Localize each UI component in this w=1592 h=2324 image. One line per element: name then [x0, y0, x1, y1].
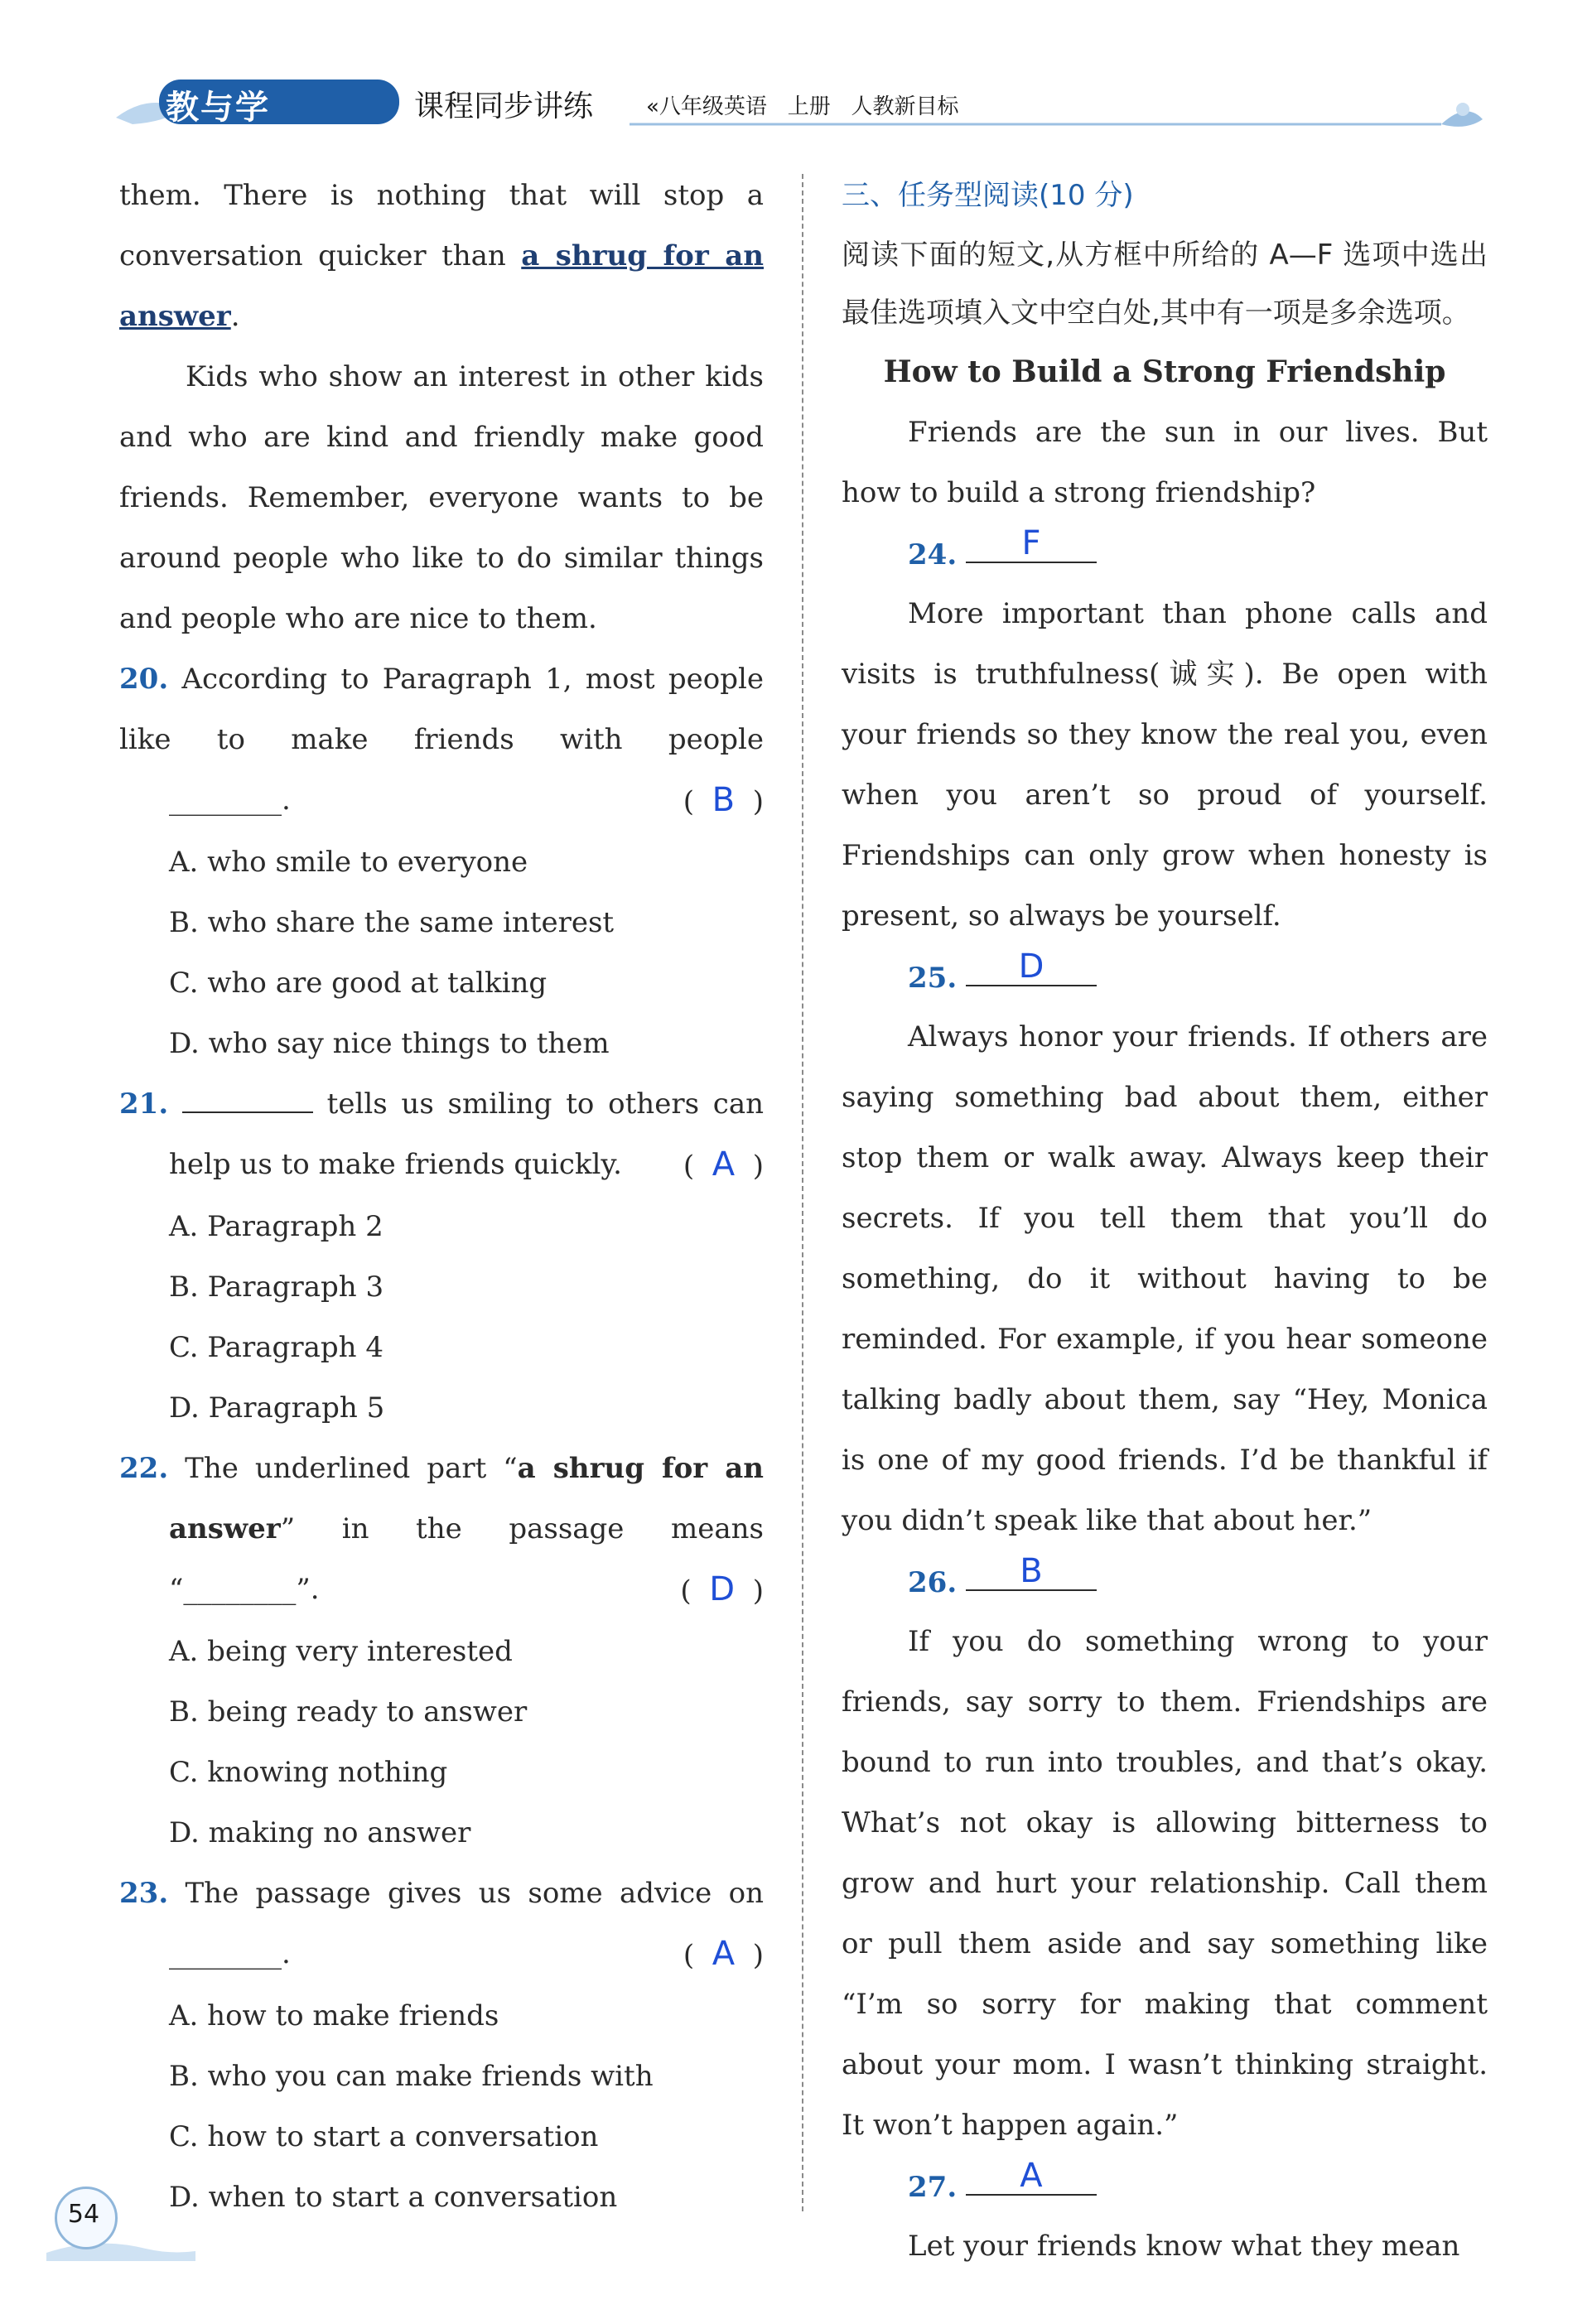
- passage-paragraph: Friends are the sun in our lives. But how to build a strong friendship?: [842, 416, 1488, 509]
- answer-letter: F: [1021, 524, 1041, 562]
- option: C. knowing nothing: [169, 1756, 448, 1789]
- passage-paragraph: them. There is nothing that will stop a conversation quicker than a shrug for an answer.: [119, 179, 764, 333]
- passage-paragraph: More important than phone calls and visits is truthfulness(诚实). Be open with your friends so they know the real you, even when you aren’t so proud of yourself. Friendships can only grow when honesty is present, so always be yourself.: [842, 597, 1488, 933]
- question-22: 22. The underlined part “a shrug for an answer” in the passage means “________”. ( D ) A. being very interested B. being ready to answer C. knowing nothing D. making no answer: [119, 1439, 764, 1864]
- answer-blank: [966, 2156, 1097, 2196]
- book-subtitle: «八年级英语 上册 人教新目标: [646, 94, 959, 119]
- right-column: [842, 166, 1488, 2277]
- answer-letter: A: [712, 1145, 736, 1184]
- option: D. making no answer: [169, 1816, 471, 1849]
- passage-heading: How to Build a Strong Friendship: [883, 354, 1446, 389]
- passage-paragraph: Kids who show an interest in other kids and who are kind and friendly make good friends. Remember, everyone wants to be around people who like to do similar things and people who are nice to them.: [119, 360, 764, 635]
- answer-box: ( A ): [683, 1145, 764, 1184]
- page-header: [116, 76, 1491, 134]
- option: B. who you can make friends with: [169, 2060, 654, 2093]
- answer-blank: [182, 1083, 313, 1113]
- page-number-badge: [46, 2187, 195, 2261]
- answer-letter: A: [712, 1935, 736, 1973]
- question-21: 21. tells us smiling to others can help us to make friends quickly. ( A ) A. Paragraph 2 B. Paragraph 3 C. Paragraph 4 D. Paragraph 5: [119, 1074, 764, 1439]
- option: A. Paragraph 2: [169, 1210, 384, 1243]
- option: C. Paragraph 4: [169, 1331, 384, 1364]
- fill-blank-25: 25. D: [842, 947, 1488, 1007]
- answer-letter: B: [712, 781, 736, 819]
- brand-logo: 教与学: [166, 89, 270, 127]
- fill-blank-26: 26. B: [842, 1551, 1488, 1612]
- answer-blank: [966, 1551, 1097, 1591]
- option: D. who say nice things to them: [169, 1027, 610, 1060]
- answer-letter: A: [1020, 2157, 1043, 2195]
- option: C. who are good at talking: [169, 967, 548, 1000]
- column-divider: [802, 174, 803, 2211]
- option: B. Paragraph 3: [169, 1270, 384, 1304]
- option: A. being very interested: [169, 1635, 513, 1668]
- page-number: 54: [67, 2200, 100, 2229]
- answer-box: ( B ): [683, 781, 764, 819]
- answer-blank: [966, 523, 1097, 563]
- answer-box: ( A ): [683, 1935, 764, 1973]
- answer-blank: [966, 947, 1097, 986]
- passage-paragraph: If you do something wrong to your friends, say sorry to them. Friendships are bound to run into troubles, and that’s okay. What’s not okay is allowing bitterness to grow and hurt your relationship. Call them or pull them aside and say something like “I’m so sorry for making that comment about your mom. I wasn’t thinking straight. It won’t happen again.”: [842, 1625, 1488, 2142]
- option: B. being ready to answer: [169, 1695, 528, 1729]
- fill-blank-24: 24. F: [842, 523, 1488, 584]
- option: D. Paragraph 5: [169, 1391, 385, 1425]
- option: C. how to start a conversation: [169, 2120, 599, 2153]
- fill-blank-27: 27. A: [842, 2156, 1488, 2216]
- question-23: 23. The passage gives us some advice on ________. ( A ) A. how to make friends B. who you can make friends with C. how to start a conversation D. when to start a conversation: [119, 1864, 764, 2228]
- answer-box: ( D ): [680, 1570, 764, 1608]
- passage-paragraph: Always honor your friends. If others are saying something bad about them, either stop them or walk away. Always keep their secrets. If you tell them that you’ll do something, do it without having to be reminded. For example, if you hear someone talking badly about them, say “Hey, Monica is one of my good friends. I’d be thankful if you didn’t speak like that about her.”: [842, 1020, 1488, 1537]
- book-title: 课程同步讲练: [414, 89, 594, 123]
- instructions: 阅读下面的短文,从方框中所给的 A—F 选项中选出最佳选项填入文中空白处,其中有一项是多余选项。: [842, 239, 1488, 330]
- left-column: [119, 166, 764, 2228]
- answer-letter: D: [1018, 947, 1044, 986]
- question-20: 20. According to Paragraph 1, most people like to make friends with people ________. ( B ) A. who smile to everyone B. who share the same interest C. who are good at talking D. who say nice things to them: [119, 649, 764, 1074]
- passage-paragraph: Let your friends know what they mean: [908, 2230, 1460, 2263]
- option: A. how to make friends: [169, 1999, 499, 2032]
- underlined-phrase: a shrug for an answer: [119, 239, 764, 333]
- answer-letter: D: [709, 1570, 736, 1608]
- section-title: 三、任务型阅读(10 分): [842, 179, 1134, 212]
- answer-letter: B: [1020, 1552, 1043, 1590]
- option: B. who share the same interest: [169, 906, 615, 939]
- option: D. when to start a conversation: [169, 2181, 618, 2214]
- option: A. who smile to everyone: [169, 846, 528, 879]
